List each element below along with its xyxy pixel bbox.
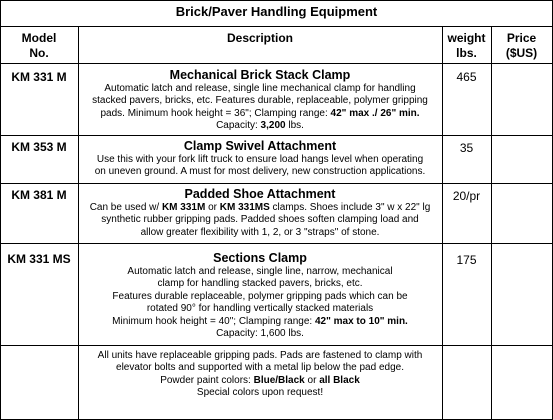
- row-divider: [0, 243, 553, 244]
- header-weight-line1: weight: [447, 31, 486, 45]
- row-model: KM 331 M: [11, 70, 67, 84]
- color-option: all Black: [319, 374, 360, 386]
- description-line: [78, 108, 442, 120]
- model-reference: KM 331MS: [219, 202, 270, 213]
- notes-text: or: [304, 374, 320, 386]
- description-text: Can be used w/: [89, 202, 162, 213]
- description-text: clamps. Shoes include 3" w x 22" lg: [269, 202, 431, 213]
- title-divider: [0, 26, 553, 27]
- header-model: [0, 31, 78, 61]
- notes-text: Powder paint colors:: [160, 374, 254, 386]
- header-price-line1: Price: [506, 31, 537, 45]
- description-line: rotated 90° for handling vertically stacked materials: [146, 303, 374, 315]
- row-model: KM 331 MS: [7, 252, 71, 266]
- row-weight: 35: [459, 141, 474, 155]
- description-line: on uneven ground. A must for most delivery, new construction applications.: [94, 166, 426, 178]
- row-description: [78, 138, 442, 179]
- description-line: [78, 120, 442, 132]
- table-border-top: [0, 0, 553, 1]
- row-divider: [0, 183, 553, 184]
- color-option: Blue/Black: [253, 374, 305, 386]
- table-title: Brick/Paver Handling Equipment: [175, 4, 378, 19]
- description-text: lbs.: [285, 120, 304, 132]
- clamping-range: 42" max to 10" min.: [314, 315, 408, 327]
- notes-line: [78, 375, 442, 387]
- description-text: Minimum hook height = 40"; Clamping range:: [112, 315, 315, 327]
- header-price: [491, 31, 552, 61]
- description-line: Automatic latch and release, single line mechanical clamp for handling: [104, 83, 416, 94]
- row-description: [78, 186, 442, 239]
- row-divider: [0, 345, 553, 346]
- row-model: KM 381 M: [11, 188, 67, 202]
- description-text: pads. Minimum hook height = 36"; Clamping range:: [100, 107, 331, 119]
- description-line: synthetic rubber gripping pads. Padded shoes soften clamping load and: [101, 214, 419, 226]
- row-weight: 175: [456, 253, 477, 267]
- description-text: Capacity:: [216, 120, 261, 132]
- description-line: stacked pavers, bricks, etc. Features durable, replaceable, polymer gripping: [92, 95, 428, 107]
- clamping-range: 42" max ./ 26" min.: [330, 107, 420, 119]
- notes: [78, 350, 442, 400]
- notes-line: Special colors upon request!: [196, 387, 324, 399]
- product-title: Clamp Swivel Attachment: [183, 139, 337, 153]
- description-line: [78, 202, 442, 214]
- description-line: clamp for handling stacked pavers, bricks, etc.: [157, 278, 363, 290]
- description-line: Features durable replaceable, polymer gripping pads which can be: [112, 290, 408, 302]
- description-line: Use this with your fork lift truck to ensure load hangs level when operating: [96, 154, 424, 165]
- notes-line: elevator bolts and supported with a metal lip below the pad edge.: [116, 362, 404, 374]
- header-weight-line2: lbs.: [456, 46, 477, 60]
- description-line: Capacity: 1,600 lbs.: [216, 328, 304, 340]
- row-description: [78, 67, 442, 133]
- header-divider: [0, 63, 553, 64]
- description-line: allow greater flexibility with 1, 2, or 3 "straps" of stone.: [140, 226, 380, 238]
- column-divider: [442, 26, 443, 420]
- capacity-value: 3,200: [260, 120, 286, 132]
- header-price-line2: ($US): [505, 46, 538, 60]
- header-model-line2: No.: [29, 46, 49, 60]
- product-title: Sections Clamp: [213, 251, 307, 265]
- product-title: Padded Shoe Attachment: [184, 187, 336, 201]
- row-divider: [0, 135, 553, 136]
- description-line: [78, 316, 442, 328]
- header-description: Description: [226, 31, 293, 45]
- table-border-left: [0, 0, 1, 420]
- description-line: Automatic latch and release, single line, narrow, mechanical: [127, 266, 393, 277]
- header-weight: [442, 31, 491, 61]
- row-weight: 465: [456, 70, 477, 84]
- row-model: KM 353 M: [11, 140, 67, 154]
- row-description: [78, 250, 442, 340]
- product-title: Mechanical Brick Stack Clamp: [169, 68, 351, 82]
- model-reference: KM 331M: [161, 202, 206, 213]
- notes-line: All units have replaceable gripping pads. Pads are fastened to clamp with: [97, 350, 423, 361]
- column-divider: [491, 26, 492, 420]
- header-model-line1: Model: [21, 31, 57, 45]
- description-text: or: [205, 202, 220, 213]
- row-weight: 20/pr: [452, 189, 481, 203]
